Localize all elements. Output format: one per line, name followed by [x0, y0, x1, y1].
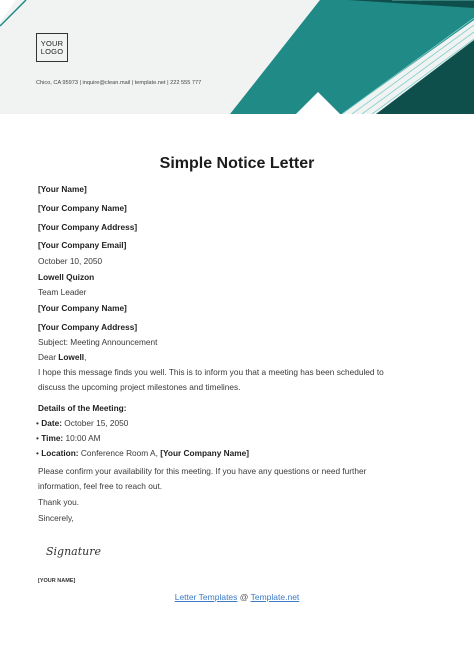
detail-label: Location:	[41, 448, 79, 458]
detail-label: Date:	[41, 418, 62, 428]
detail-value: 10:00 AM	[63, 433, 101, 443]
detail-item-location: • Location: Conference Room A, [Your Company Name]	[36, 448, 250, 458]
letter-templates-link[interactable]: Letter Templates	[174, 592, 238, 602]
footer-separator: @	[237, 592, 251, 602]
body-paragraph-1-line-1: I hope this message finds you well. This is to inform you that a meeting has been scheduled to	[38, 367, 384, 377]
recipient-role: Team Leader	[38, 287, 87, 297]
sender-email: [Your Company Email]	[38, 240, 127, 250]
thank-you: Thank you.	[38, 497, 80, 507]
letter-date: October 10, 2050	[38, 256, 103, 266]
sender-company: [Your Company Name]	[38, 203, 127, 213]
company-logo	[36, 33, 68, 62]
subject-line: Subject: Meeting Announcement	[38, 337, 158, 347]
recipient-address: [Your Company Address]	[38, 322, 138, 332]
signature: Signature	[46, 545, 102, 558]
logo-line-1: YOUR	[40, 38, 64, 48]
salutation-prefix: Dear	[38, 352, 59, 362]
salutation	[38, 352, 86, 362]
detail-value: October 15, 2050	[61, 418, 129, 428]
footer	[0, 592, 474, 602]
closing: Sincerely,	[38, 513, 74, 523]
salutation-name: Lowell	[58, 352, 85, 362]
letterhead	[0, 0, 474, 114]
template-net-link[interactable]: Template.net	[250, 592, 300, 602]
body-paragraph-1-line-2: discuss the upcoming project milestones and timelines.	[38, 382, 241, 392]
sender-name: [Your Name]	[38, 184, 87, 194]
detail-label: Time:	[41, 433, 64, 443]
recipient-company: [Your Company Name]	[38, 303, 127, 313]
detail-item-date: • Date: October 15, 2050	[36, 418, 129, 428]
recipient-name: Lowell Quizon	[38, 272, 95, 282]
details-heading: Details of the Meeting:	[38, 403, 127, 413]
letterhead-decoration	[0, 0, 474, 114]
letter-title: Simple Notice Letter	[159, 155, 315, 172]
detail-value: Conference Room A,	[78, 448, 161, 458]
contact-info: Chico, CA 95973 | inquire@clean.mail | template.net | 222 555 777	[36, 80, 202, 86]
detail-extra: [Your Company Name]	[160, 448, 250, 458]
logo-line-2: LOGO	[40, 46, 64, 56]
body-paragraph-2-line-2: information, feel free to reach out.	[38, 481, 163, 491]
signer-name: [YOUR NAME]	[38, 578, 76, 584]
body-paragraph-2-line-1: Please confirm your availability for this meeting. If you have any questions or need further	[38, 466, 367, 476]
salutation-suffix: ,	[84, 352, 87, 362]
detail-item-time: • Time: 10:00 AM	[36, 433, 101, 443]
sender-address: [Your Company Address]	[38, 222, 138, 232]
